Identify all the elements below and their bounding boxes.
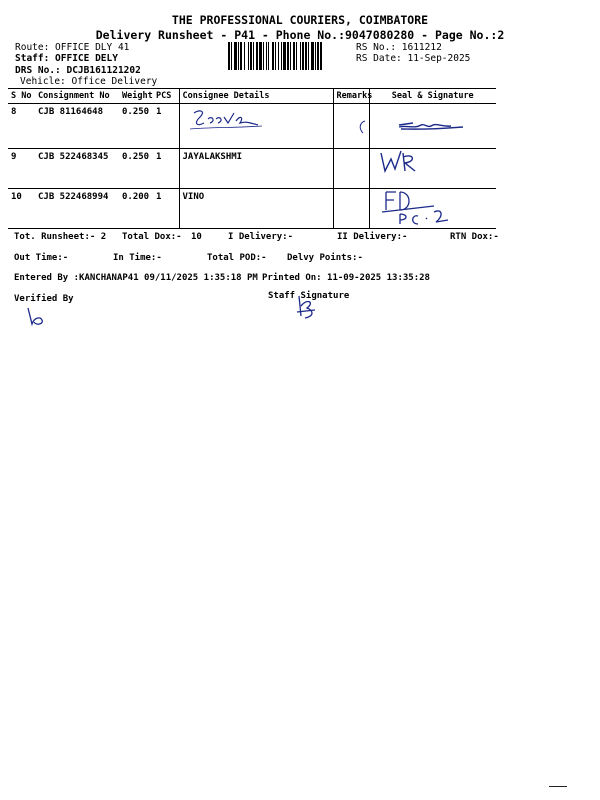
row-pcs: 1 [153, 189, 179, 229]
rs-number: RS No.: 1611212 [356, 42, 442, 53]
row-weight: 0.200 [119, 189, 153, 229]
staff-label: Staff: OFFICE DELY [15, 53, 118, 64]
drs-number: DRS No.: DCJB161121202 [15, 65, 141, 76]
row-weight: 0.250 [119, 149, 153, 189]
row-sno: 8 [8, 104, 35, 149]
handwritten-consignee-signature [186, 107, 266, 133]
verified-by-label: Verified By [14, 294, 74, 304]
printed-on: Printed On: 11-09-2025 13:35:28 [262, 273, 430, 283]
scan-mark [549, 786, 567, 787]
col-consignee: Consignee Details [179, 89, 333, 104]
route-label: Route: OFFICE DLY 41 [15, 42, 130, 53]
seal-signature-row2 [375, 145, 425, 177]
total-pod: Total POD:- [207, 253, 267, 263]
second-delivery: II Delivery:- [337, 232, 408, 242]
rtn-dox: RTN Dox:- [450, 232, 499, 242]
in-time: In Time:- [113, 253, 162, 263]
table-header-row [8, 89, 496, 104]
row-remarks [333, 149, 369, 189]
staff-signature-mark [293, 292, 321, 322]
row-consignee: VINO [179, 189, 333, 229]
out-time: Out Time:- [14, 253, 69, 263]
delivery-points: Delvy Points:- [287, 253, 363, 263]
rs-date: RS Date: 11-Sep-2025 [356, 53, 471, 64]
staff-signature-label: Staff Signature [268, 291, 350, 301]
total-dox-value: 10 [191, 232, 202, 242]
barcode [228, 42, 351, 70]
row-pcs: 1 [153, 104, 179, 149]
row-weight: 0.250 [119, 104, 153, 149]
row-pcs: 1 [153, 149, 179, 189]
row-consignment: CJB 522468994 [35, 189, 119, 229]
row-remarks [333, 189, 369, 229]
total-runsheet: Tot. Runsheet:- 2 [14, 232, 107, 242]
row-sno: 10 [8, 189, 35, 229]
total-dox-label: Total Dox:- [122, 232, 182, 242]
col-weight: Weight [119, 89, 153, 104]
col-seal: Seal & Signature [369, 89, 496, 104]
row-consignment: CJB 522468345 [35, 149, 119, 189]
verified-by-signature [24, 304, 54, 328]
runsheet-title: Delivery Runsheet - P41 - Phone No.:9047080280 - Page No.:2 [95, 28, 505, 42]
seal-signature-row3 [378, 188, 468, 226]
row-sno: 9 [8, 149, 35, 189]
entered-by: Entered By :KANCHANAP41 09/11/2025 1:35:18 PM [14, 273, 258, 283]
vehicle-label: Vehicle: Office Delivery [20, 76, 158, 87]
col-consignment: Consignment No [35, 89, 119, 104]
row-consignee: JAYALAKSHMI [179, 149, 333, 189]
col-sno: S No [8, 89, 35, 104]
first-delivery: I Delivery:- [228, 232, 294, 242]
company-title: THE PROFESSIONAL COURIERS, COIMBATORE [171, 13, 429, 27]
row-consignment: CJB 81164648 [35, 104, 119, 149]
col-remarks: Remarks [333, 89, 369, 104]
col-pcs: PCS [153, 89, 179, 104]
